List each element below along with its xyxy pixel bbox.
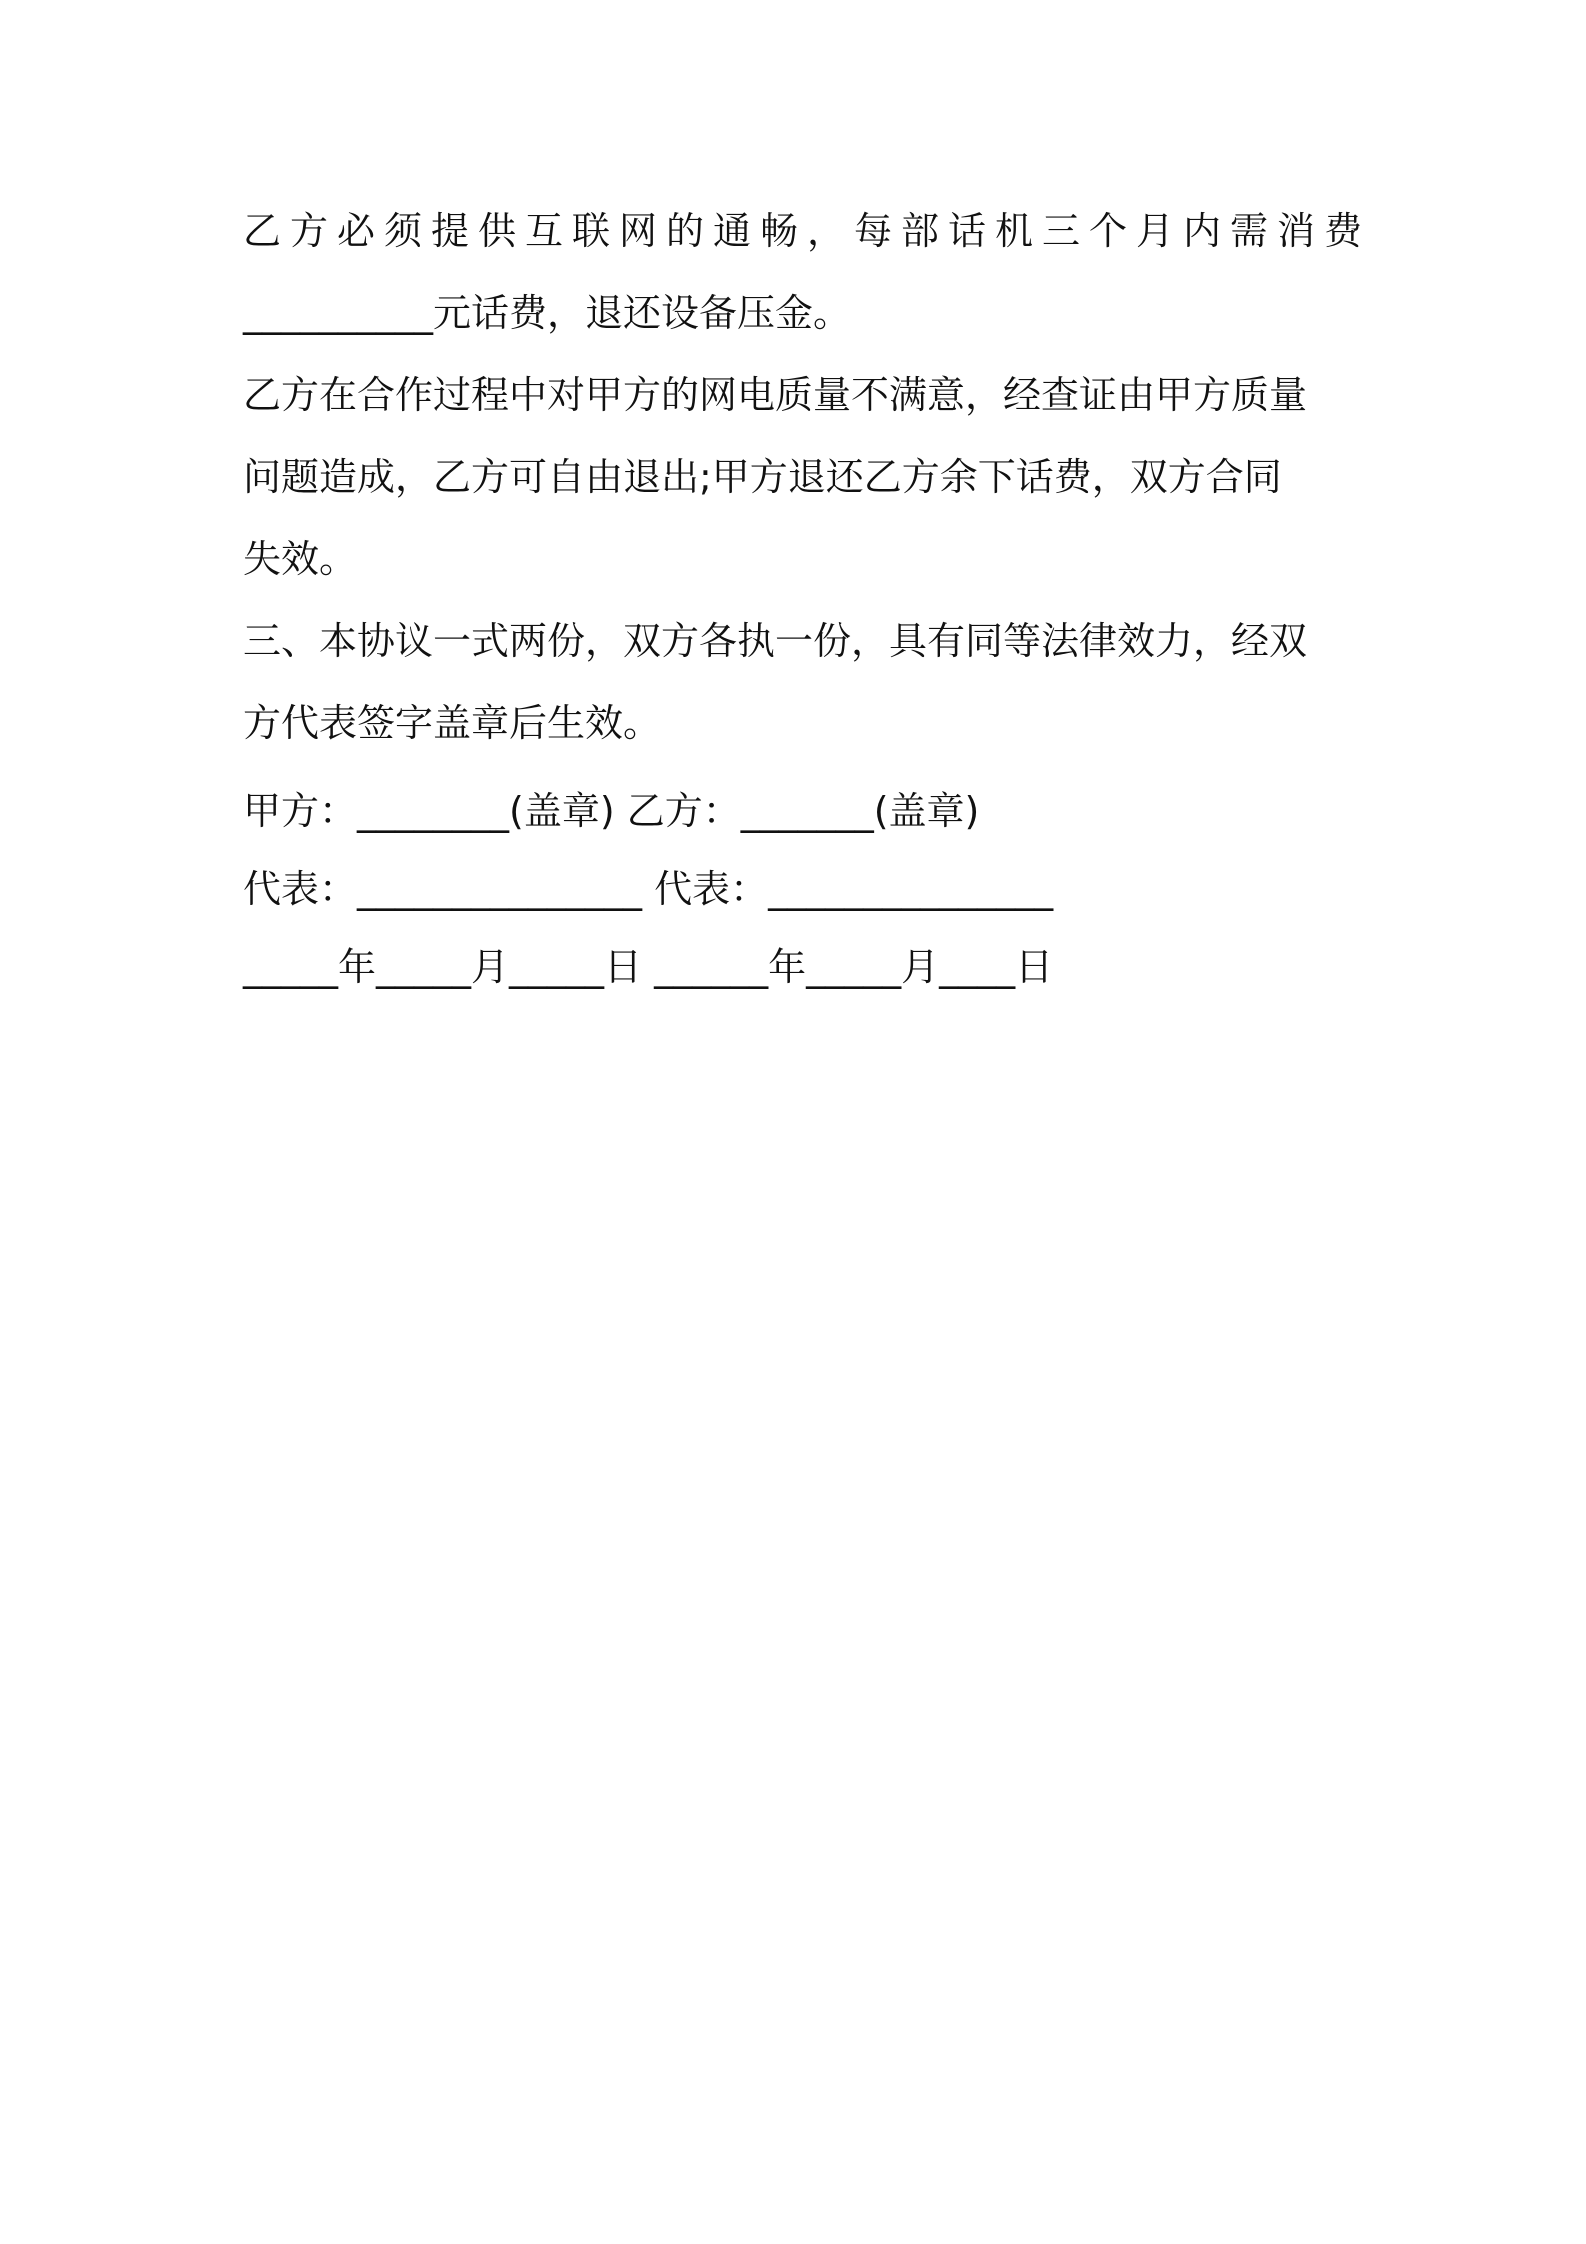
paragraph-line: 失效。 <box>243 537 358 581</box>
paragraph-line: 三、本协议一式两份，双方各执一份，具有同等法律效力，经双 <box>243 619 1308 663</box>
paragraph-line: __________元话费，退还设备压金。 <box>243 291 852 335</box>
paragraph-consumption-requirement <box>243 190 1372 354</box>
signature-representatives-line: 代表：_______________ 代表：_______________ <box>243 867 1054 911</box>
paragraph-line: 乙方在合作过程中对甲方的网电质量不满意，经查证由甲方质量 <box>243 373 1308 417</box>
signature-block <box>243 772 1358 1006</box>
paragraph-line: 问题造成，乙方可自由退出;甲方退还乙方余下话费，双方合同 <box>243 455 1282 499</box>
signature-dates-line: _____年_____月_____日 ______年_____月____日 <box>243 945 1054 989</box>
paragraph-quality-exit-clause <box>243 354 1358 600</box>
signature-parties-line: 甲方：________(盖章) 乙方：_______(盖章) <box>243 789 980 833</box>
paragraph-agreement-copies <box>243 600 1358 764</box>
paragraph-line: 乙方必须提供互联网的通畅，每部话机三个月内需消费 <box>243 209 1372 253</box>
document-body <box>243 190 1372 1006</box>
paragraph-line: 方代表签字盖章后生效。 <box>243 701 662 745</box>
